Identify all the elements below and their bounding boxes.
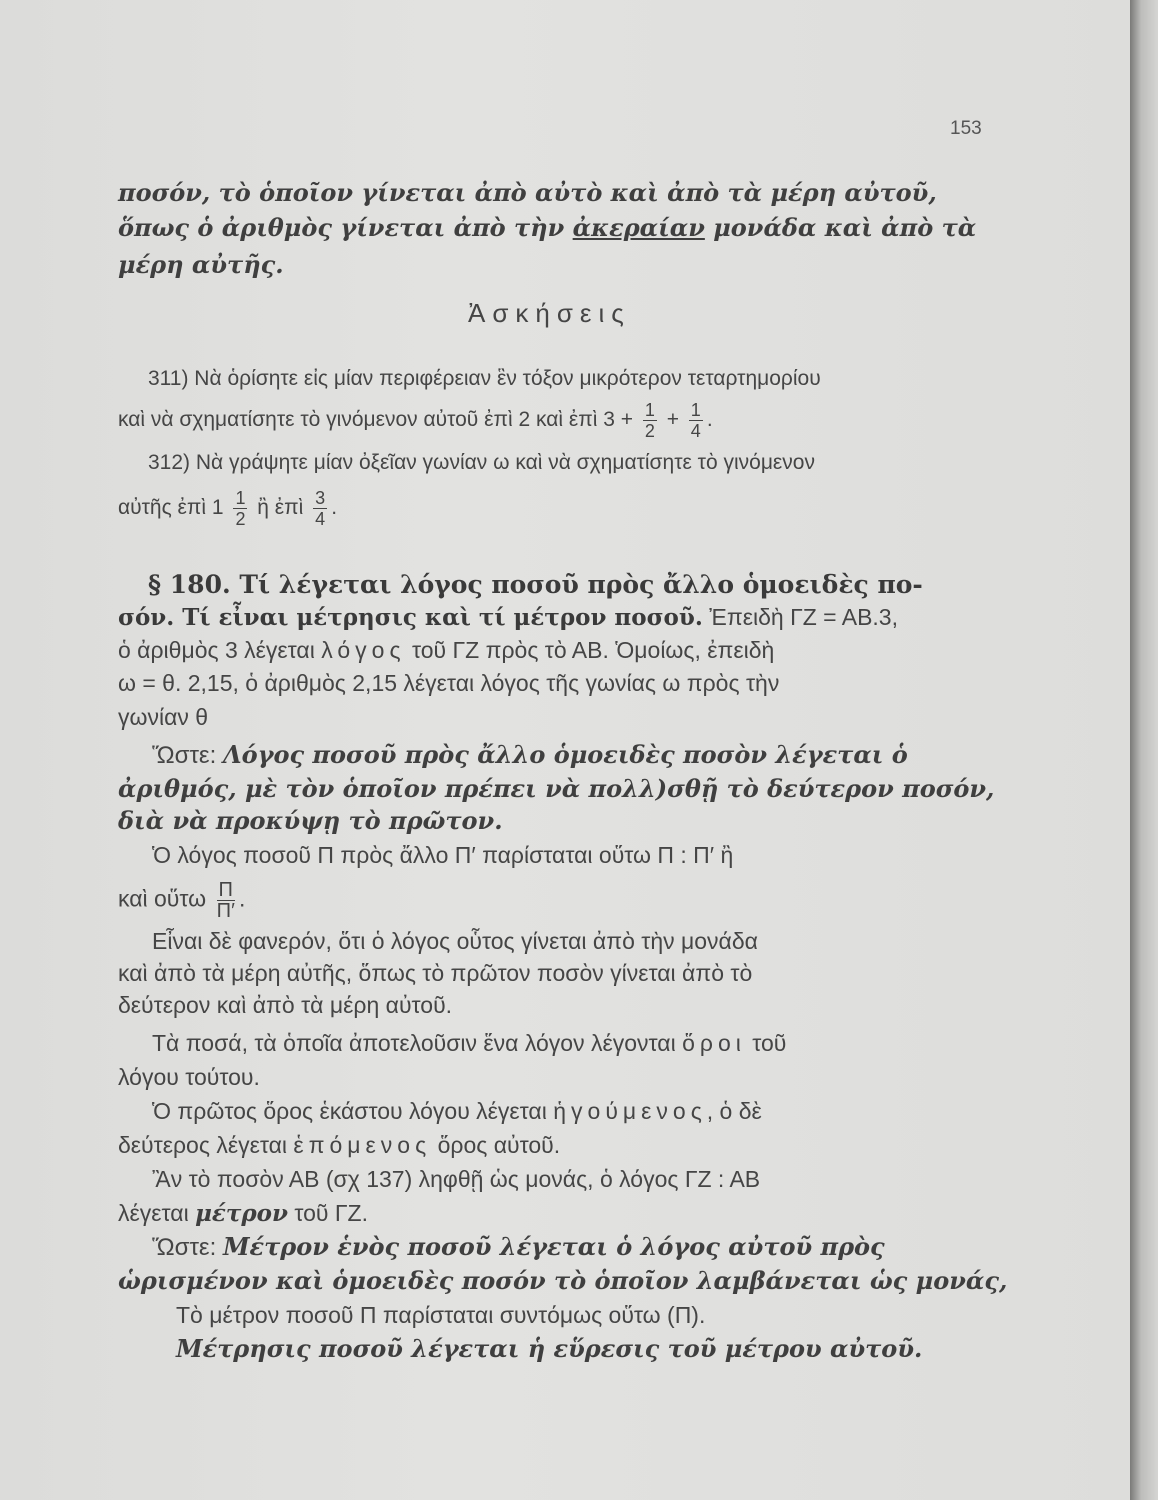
section-180-line-4: ω = θ. 2,15, ὁ ἀριθμὸς 2,15 λέγεται λόγος τῆς γωνίας ω πρὸς τὴν (118, 670, 780, 696)
measure-notation-line: Τὸ μέτρον ποσοῦ Π παρίσταται συντόμως οὕτω (Π). (176, 1302, 706, 1328)
section-180-line-5: γωνίαν θ (118, 704, 209, 730)
antecedent-line-1: Ὁ πρῶτος ὅρος ἑκάστου λόγου λέγεται ἡγούμενος, ὁ δὲ (152, 1098, 762, 1124)
rule-ratio-line-1: Ὥστε: Λόγος ποσοῦ πρὸς ἄλλο ὁμοειδὲς ποσὸν λέγεται ὁ (152, 740, 908, 769)
exercise-311-line-2: καὶ νὰ σχηματίσητε τὸ γινόμενον αὐτοῦ ἐπὶ 2 καὶ ἐπὶ 3 + $\frac{1}{2}$ + $\frac{1}{4}$ . (118, 400, 713, 441)
rule-ratio-line-2: ἀριθμός, μὲ τὸν ὁποῖον πρέπει νὰ πολλ)σθῇ τὸ δεύτερον ποσόν, (118, 774, 995, 803)
notation-line-2: καὶ οὕτω $\frac{\Pi}{\Pi'}$ . (118, 879, 246, 922)
intro-line-1: ποσόν, τὸ ὁποῖον γίνεται ἀπὸ αὐτὸ καὶ ἀπὸ τὰ μέρη αὐτοῦ, (118, 178, 937, 207)
section-180-title-line-2: σόν. Τί εἶναι μέτρησις καὶ τί μέτρον ποσοῦ. Ἐπειδὴ ΓΖ = ΑΒ.3, (118, 604, 898, 631)
antecedent-line-2: δεύτερος λέγεται ἑπόμενος ὅρος αὐτοῦ. (118, 1132, 561, 1158)
terms-line-1: Τὰ ποσά, τὰ ὁποῖα ἀποτελοῦσιν ἕνα λόγον λέγονται ὅροι τοῦ (152, 1030, 787, 1056)
rule-ratio-line-3: διὰ νὰ προκύψῃ τὸ πρῶτον. (118, 806, 503, 835)
exercises-heading: Ἀσκήσεις (468, 298, 631, 328)
page-edge-shadow (1130, 0, 1158, 1500)
intro-line-3: μέρη αὐτῆς. (118, 250, 284, 279)
measurement-definition-line: Μέτρησις ποσοῦ λέγεται ἡ εὕρεσις τοῦ μέτρου αὐτοῦ. (176, 1334, 923, 1363)
rule-measure-line-1: Ὥστε: Μέτρον ἑνὸς ποσοῦ λέγεται ὁ λόγος αὐτοῦ πρὸς (152, 1232, 885, 1261)
measure-line-2: λέγεται μέτρον τοῦ ΓΖ. (118, 1200, 368, 1227)
intro-line-2: ὅπως ὁ ἀριθμὸς γίνεται ἀπὸ τὴν ἀκεραίαν μονάδα καὶ ἀπὸ τὰ (118, 213, 977, 242)
explanation-line-2: καὶ ἀπὸ τὰ μέρη αὐτῆς, ὅπως τὸ πρῶτον ποσὸν γίνεται ἀπὸ τὸ (118, 960, 753, 986)
exercise-312-line-1: 312) Νὰ γράψητε μίαν ὀξεῖαν γωνίαν ω καὶ νὰ σχηματίσητε τὸ γινόμενον (148, 451, 815, 474)
notation-line-1: Ὁ λόγος ποσοῦ Π πρὸς ἄλλο Π′ παρίσταται οὕτω Π : Π′ ἢ (152, 842, 734, 868)
terms-line-2: λόγου τούτου. (118, 1064, 260, 1090)
page-number: 153 (950, 118, 982, 139)
exercise-312-line-2: αὐτῆς ἐπὶ 1 $\frac{1}{2}$ ἢ ἐπὶ $\frac{3}{4}$ . (118, 488, 338, 529)
explanation-line-1: Εἶναι δὲ φανερόν, ὅτι ὁ λόγος οὗτος γίνεται ἀπὸ τὴν μονάδα (152, 928, 758, 954)
rule-measure-line-2: ὡρισμένον καὶ ὁμοειδὲς ποσόν τὸ ὁποῖον λαμβάνεται ὡς μονάς, (118, 1266, 1008, 1295)
explanation-line-3: δεύτερον καὶ ἀπὸ τὰ μέρη αὐτοῦ. (118, 992, 453, 1018)
section-180-title-line-1: § 180. Τί λέγεται λόγος ποσοῦ πρὸς ἄλλο ὁμοειδὲς πο- (148, 570, 923, 599)
section-180-line-3: ὁ ἀριθμὸς 3 λέγεται λόγος τοῦ ΓΖ πρὸς τὸ ΑΒ. Ὁμοίως, ἐπειδὴ (118, 637, 775, 663)
measure-line-1: Ἂν τὸ ποσὸν ΑΒ (σχ 137) ληφθῇ ὡς μονάς, ὁ λόγος ΓΖ : ΑΒ (152, 1166, 761, 1192)
exercise-311-line-1: 311) Νὰ ὁρίσητε εἰς μίαν περιφέρειαν ἓν τόξον μικρότερον τεταρτημορίου (148, 367, 821, 390)
